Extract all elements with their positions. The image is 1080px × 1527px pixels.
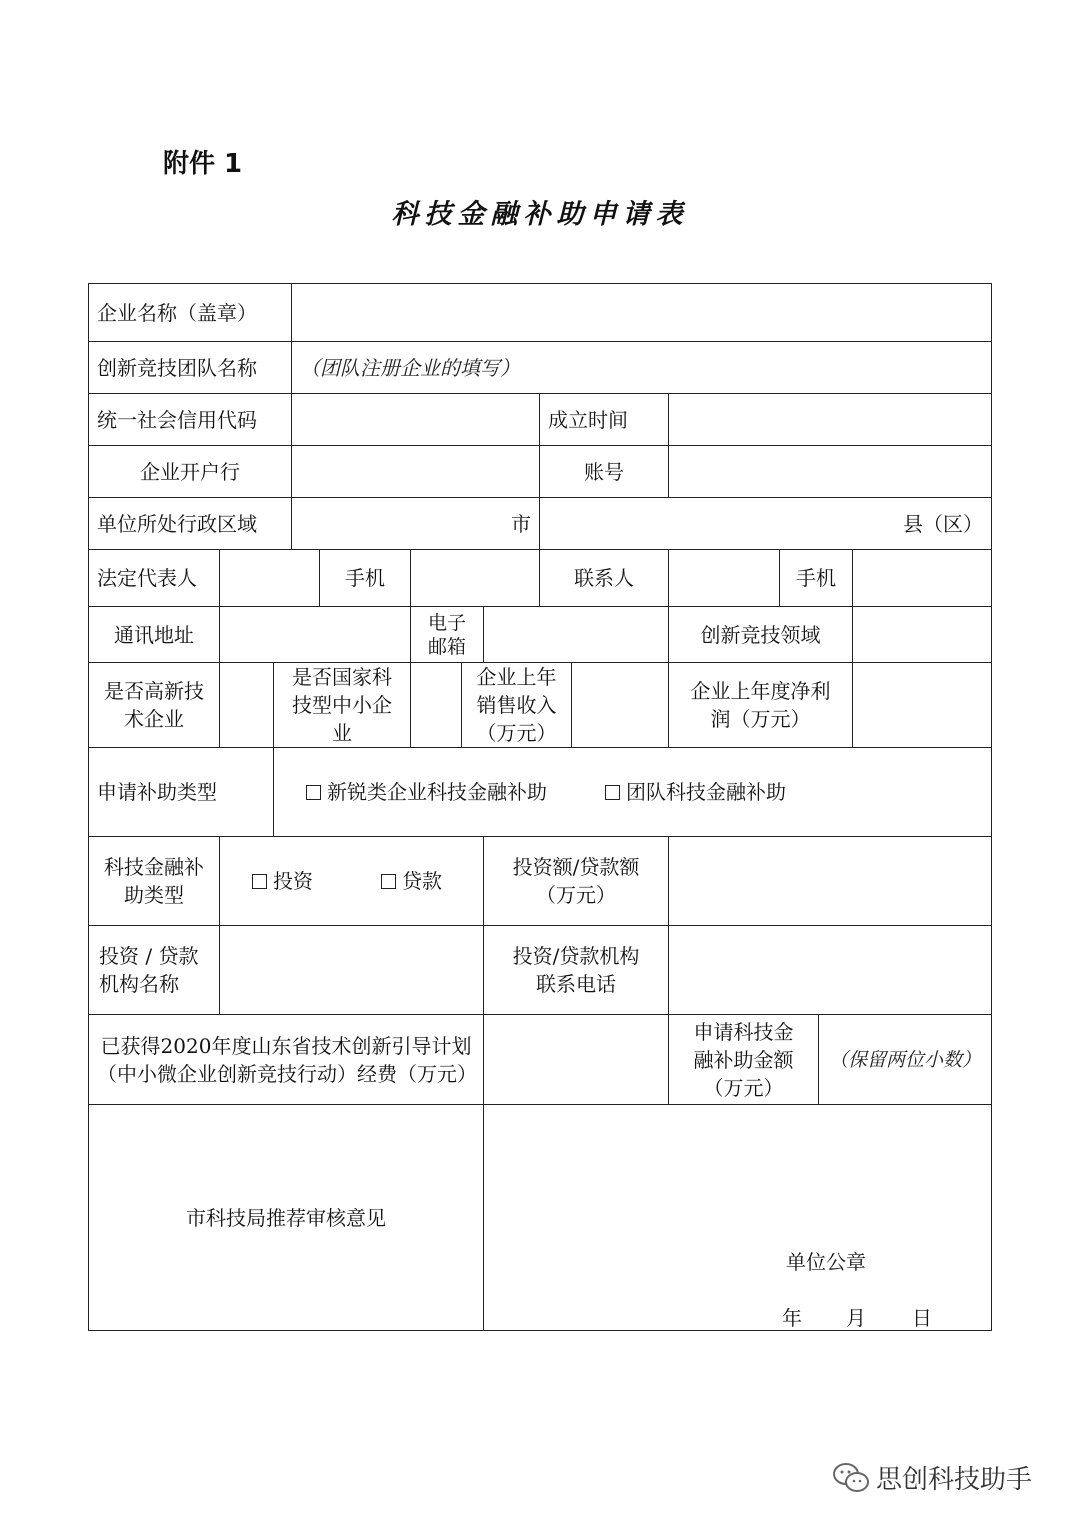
city-field[interactable]: 市: [291, 497, 540, 550]
team-option[interactable]: [605, 778, 786, 806]
sales-label: 企业上年销售收入（万元）: [461, 662, 572, 748]
net-profit-label: 企业上年度净利润（万元）: [668, 662, 853, 748]
established-field[interactable]: [668, 393, 992, 446]
checkbox-icon[interactable]: [381, 874, 396, 889]
apply-amount-field[interactable]: （保留两位小数）: [818, 1014, 992, 1105]
mobile-label-2: 手机: [779, 549, 853, 607]
field-label: 创新竞技领域: [668, 606, 853, 663]
month-text: 月: [846, 1306, 866, 1330]
institution-phone-field[interactable]: [668, 925, 992, 1015]
attachment-label: 附件 1: [163, 149, 243, 179]
amount-label: 投资额/贷款额（万元）: [483, 836, 669, 926]
finance-type-options: [219, 836, 484, 926]
team-name-field[interactable]: （团队注册企业的填写）: [291, 341, 992, 394]
new-enterprise-option[interactable]: [306, 778, 547, 806]
credit-code-field[interactable]: [291, 393, 540, 446]
mobile-field-2[interactable]: [852, 549, 992, 607]
established-label: 成立时间: [539, 393, 669, 446]
net-profit-field[interactable]: [852, 662, 992, 748]
checkbox-icon[interactable]: [252, 874, 267, 889]
sme-label: 是否国家科技型中小企业: [273, 662, 411, 748]
subsidy-type-label: 申请补助类型: [88, 747, 274, 837]
account-label: 账号: [539, 445, 669, 498]
finance-type-label: 科技金融补助类型: [88, 836, 220, 926]
email-label: 电子邮箱: [410, 606, 484, 663]
obtained-funds-field[interactable]: [483, 1014, 669, 1105]
sales-field[interactable]: [571, 662, 669, 748]
invest-option[interactable]: [252, 867, 313, 895]
address-field[interactable]: [219, 606, 411, 663]
account-field[interactable]: [668, 445, 992, 498]
company-name-field[interactable]: [291, 283, 992, 342]
subsidy-type-options: [273, 747, 992, 837]
loan-option[interactable]: [381, 867, 442, 895]
new-enterprise-option-label: 新锐类企业科技金融补助: [327, 780, 547, 804]
address-label: 通讯地址: [88, 606, 220, 663]
bank-label: 企业开户行: [88, 445, 292, 498]
team-option-label: 团队科技金融补助: [626, 780, 786, 804]
wechat-icon: [832, 1462, 870, 1494]
company-name-label: 企业名称（盖章）: [88, 283, 292, 342]
checkbox-icon[interactable]: [605, 785, 620, 800]
institution-field[interactable]: [219, 925, 484, 1015]
mobile-label-1: 手机: [319, 549, 411, 607]
contact-field[interactable]: [668, 549, 780, 607]
contact-label: 联系人: [539, 549, 669, 607]
obtained-funds-label: 已获得2020年度山东省技术创新引导计划（中小微企业创新竞技行动）经费（万元）: [88, 1014, 484, 1105]
seal-text: 单位公章: [786, 1250, 866, 1274]
apply-amount-label: 申请科技金融补助金额（万元）: [668, 1014, 819, 1105]
review-label: 市科技局推荐审核意见: [88, 1104, 484, 1331]
watermark-text: 思创科技助手: [876, 1465, 1033, 1495]
high-tech-field[interactable]: [219, 662, 274, 748]
sme-field[interactable]: [410, 662, 462, 748]
high-tech-label: 是否高新技术企业: [88, 662, 220, 748]
invest-option-label: 投资: [273, 869, 313, 893]
team-name-label: 创新竞技团队名称: [88, 341, 292, 394]
watermark: [832, 1459, 1032, 1496]
review-field[interactable]: [483, 1104, 992, 1331]
day-text: 日: [912, 1306, 932, 1330]
amount-field[interactable]: [668, 836, 992, 926]
bank-field[interactable]: [291, 445, 540, 498]
legal-rep-label: 法定代表人: [88, 549, 220, 607]
county-field[interactable]: 县（区）: [539, 497, 992, 550]
email-field[interactable]: [483, 606, 669, 663]
legal-rep-field[interactable]: [219, 549, 320, 607]
loan-option-label: 贷款: [402, 869, 442, 893]
mobile-field-1[interactable]: [410, 549, 540, 607]
year-text: 年: [782, 1306, 802, 1330]
region-label: 单位所处行政区域: [88, 497, 292, 550]
field-field[interactable]: [852, 606, 992, 663]
institution-phone-label: 投资/贷款机构联系电话: [483, 925, 669, 1015]
form-title: 科技金融补助申请表: [391, 199, 689, 230]
institution-label: 投资 / 贷款机构名称: [88, 925, 220, 1015]
credit-code-label: 统一社会信用代码: [88, 393, 292, 446]
checkbox-icon[interactable]: [306, 785, 321, 800]
